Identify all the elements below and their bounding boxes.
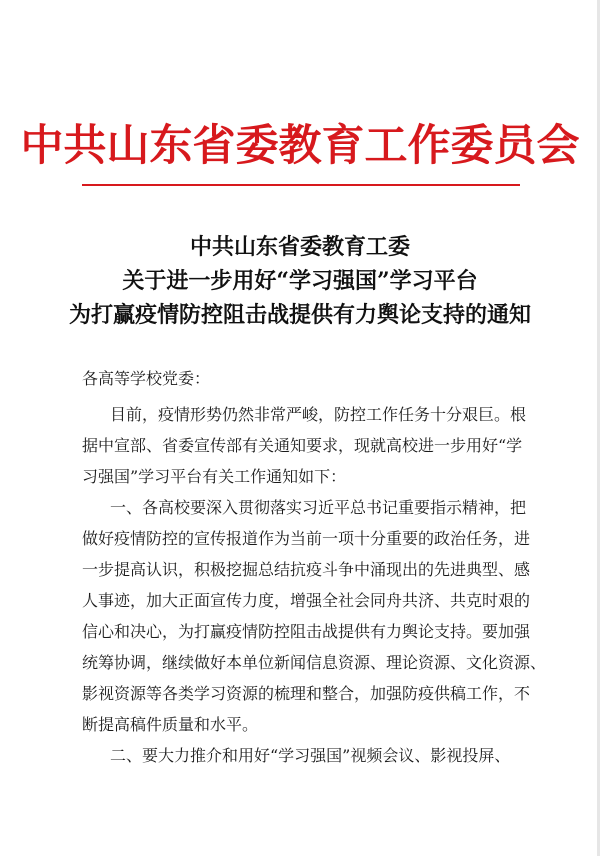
letterhead-title: 中共山东省委教育工作委员会 [20,121,580,171]
body-line: 一、各高校要深入贯彻落实习近平总书记重要指示精神，把 [110,498,527,517]
notice-title-line-2: 关于进一步用好“学习强国”学习平台 [122,268,478,294]
body-line: 人事迹，加大正面宣传力度，增强全社会同舟共济、共克时艰的 [82,591,531,610]
body-line: 目前，疫情形势仍然非常严峻，防控工作任务十分艰巨。根 [110,405,527,424]
notice-title-line-1: 中共山东省委教育工委 [189,234,410,260]
salutation: 各高等学校党委： [82,369,211,388]
body-line: 影视资源等各类学习资源的梳理和整合，加强防疫供稿工作，不 [82,684,531,703]
body-line: 一步提高认识，积极挖掘总结抗疫斗争中涌现出的先进典型、感 [82,560,531,579]
notice-title-line-3: 为打赢疫情防控阻击战提供有力舆论支持的通知 [68,302,531,328]
body-line: 断提高稿件质量和水平。 [82,715,259,734]
letterhead-red-rule [82,184,520,186]
body-line: 做好疫情防控的宣传报道作为当前一项十分重要的政治任务，进 [82,529,531,548]
body-line: 统筹协调，继续做好本单位新闻信息资源、理论资源、文化资源、 [82,653,547,672]
body-line: 二、要大力推介和用好“学习强国”视频会议、影视投屏、 [110,746,511,765]
body-line: 习强国”学习平台有关工作通知如下： [82,467,347,486]
body-line: 信心和决心，为打赢疫情防控阻击战提供有力舆论支持。要加强 [82,622,531,641]
body-line: 据中宣部、省委宣传部有关通知要求，现就高校进一步用好“学 [82,436,523,455]
